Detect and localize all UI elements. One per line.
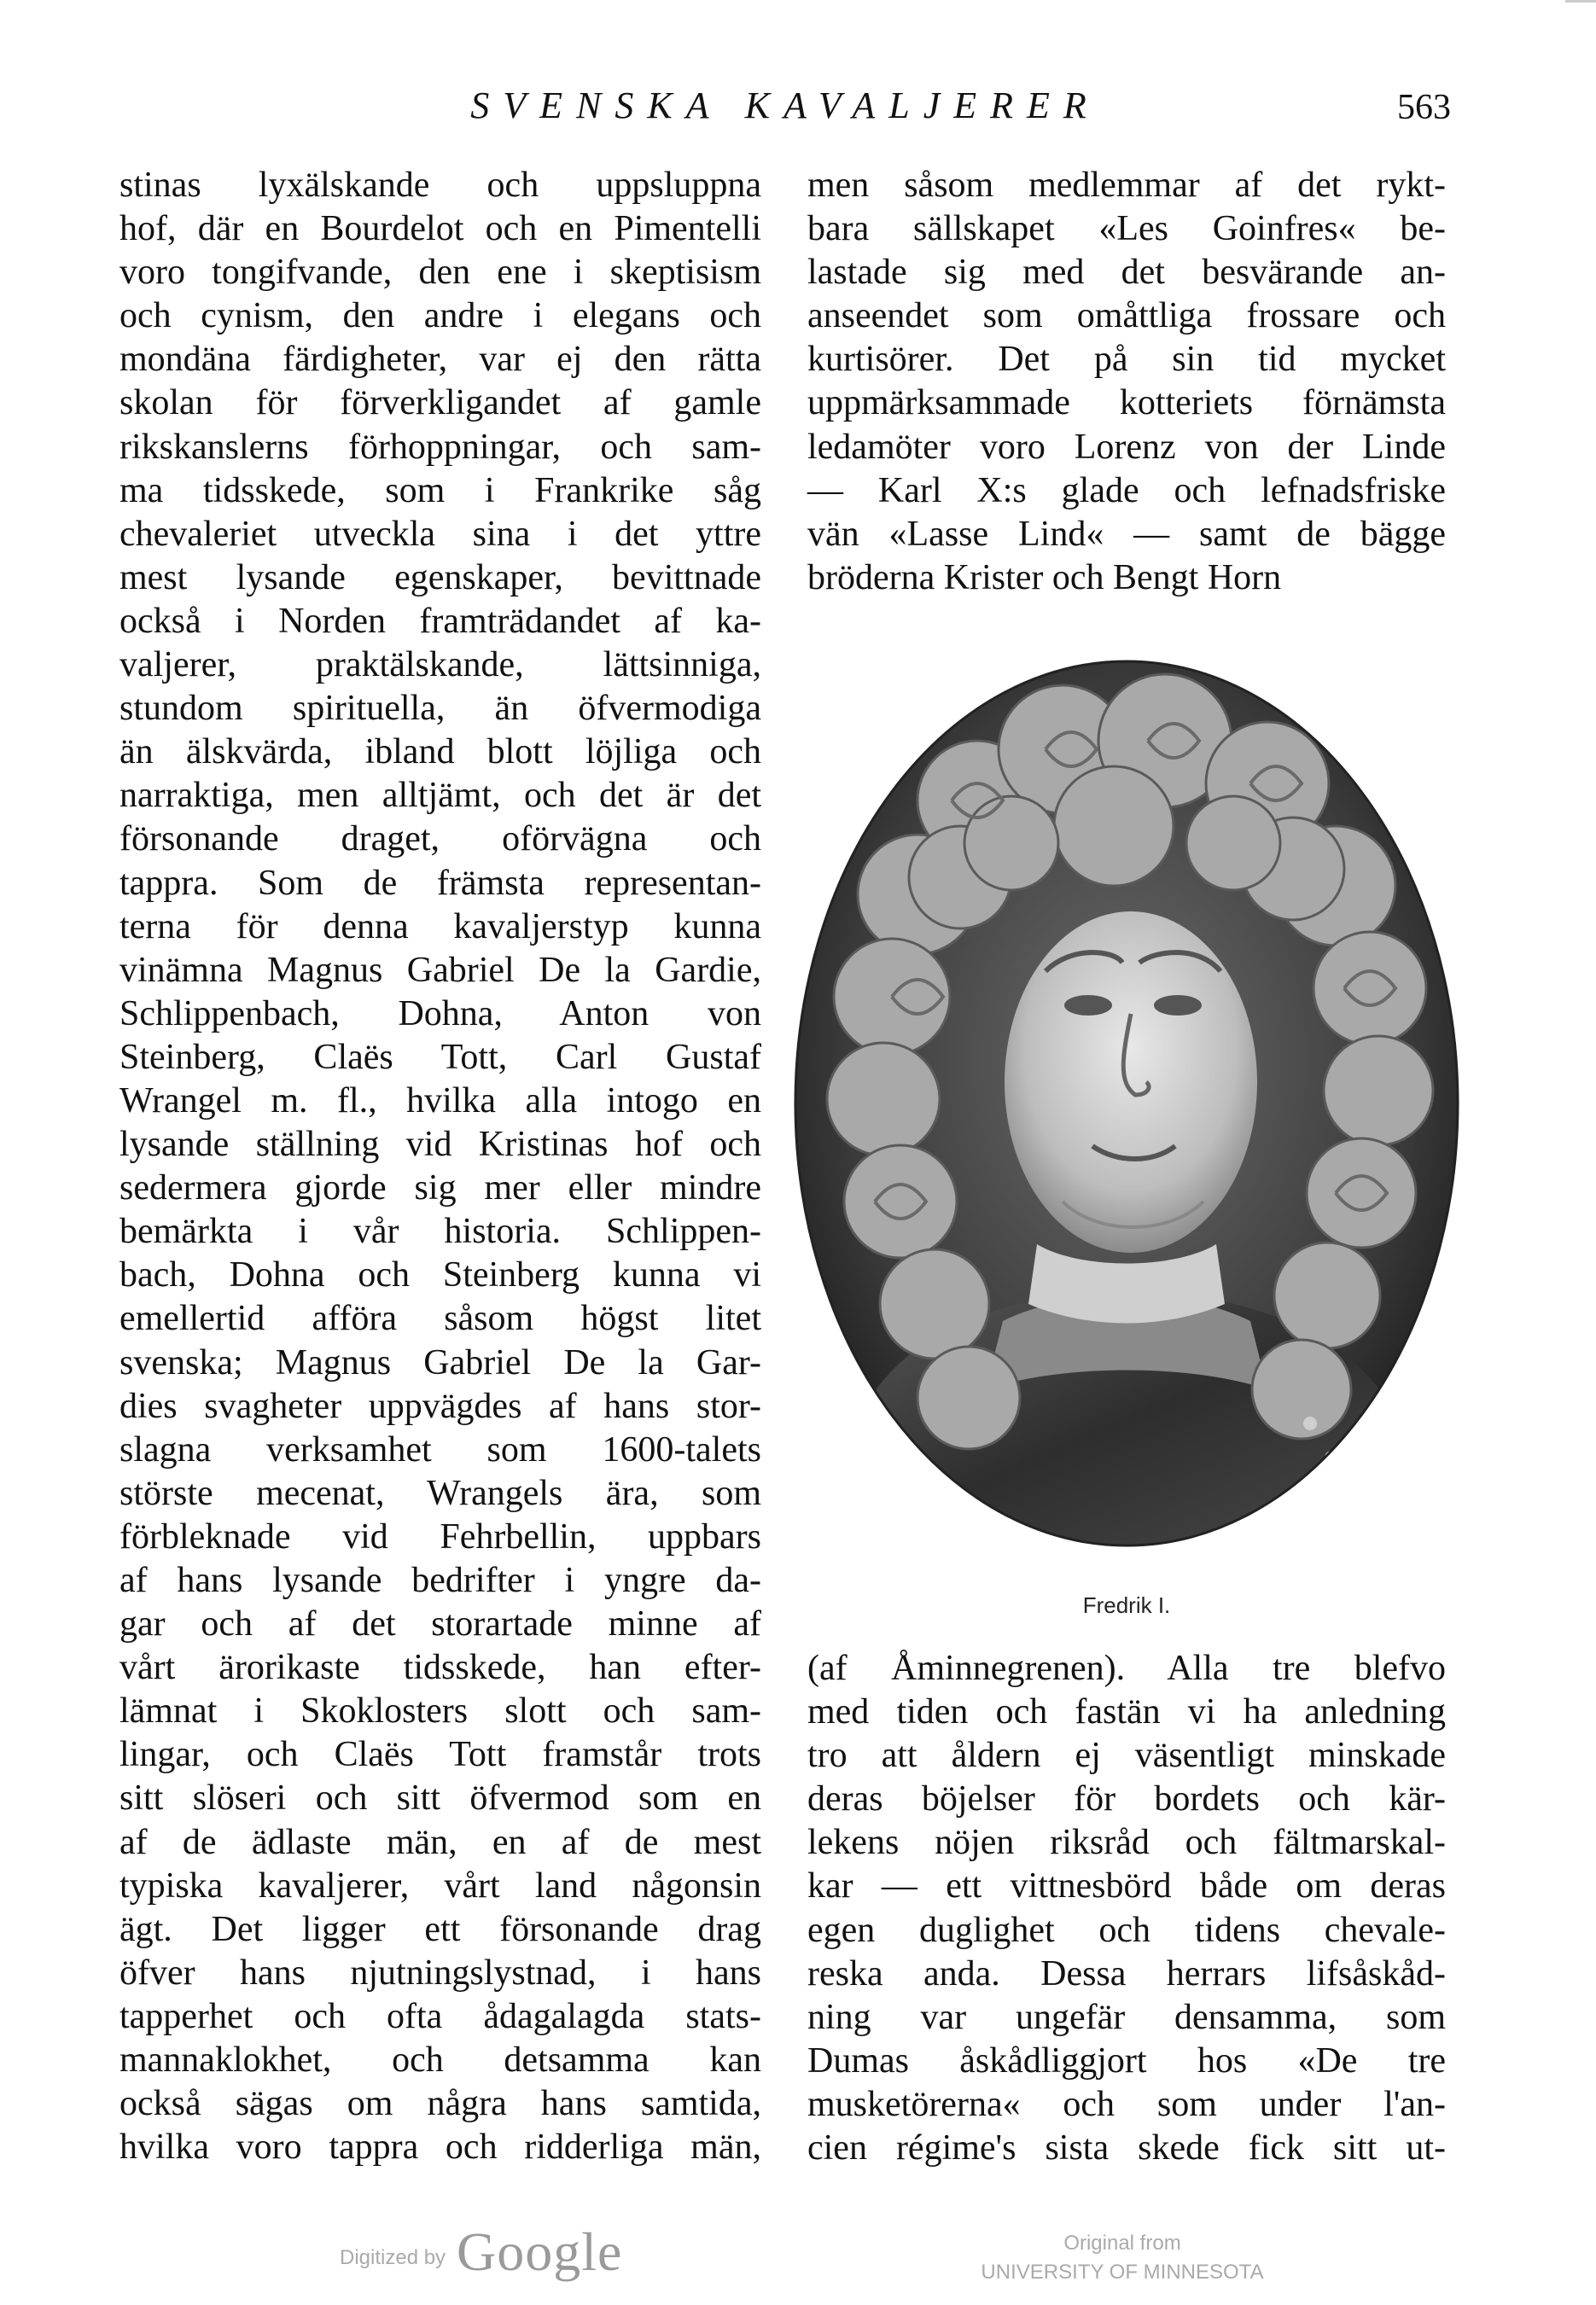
text-line: deras böjelser för bordets och kär-: [807, 1779, 1446, 1819]
text-line: egen duglighet och tidens chevale-: [807, 1910, 1446, 1950]
text-line: bach, Dohna och Steinberg kunna vi: [119, 1255, 761, 1295]
text-line: af hans lysande bedrifter i yngre da-: [119, 1561, 761, 1600]
text-line: mest lysande egenskaper, bevittnade: [119, 557, 761, 597]
text-line: kar — ett vittnesbörd både om deras: [807, 1866, 1446, 1906]
text-line: försonande draget, oförvägna och: [119, 819, 761, 859]
text-line: af de ädlaste män, en af de mest: [119, 1822, 761, 1862]
text-line: vän «Lasse Lind« — samt de bägge: [807, 514, 1446, 554]
text-line: ägt. Det ligger ett försonande drag: [119, 1909, 761, 1949]
text-line: bara sällskapet «Les Goinfres« be-: [807, 209, 1446, 249]
right-column-top: [807, 164, 1446, 600]
text-line: kurtisörer. Det på sin tid mycket: [807, 340, 1446, 380]
text-line: än älskvärda, ibland blott löjliga och: [119, 732, 761, 772]
text-line: skolan för förverkligandet af gamle: [119, 383, 761, 423]
text-line: tro att åldern ej väsentligt minskade: [807, 1736, 1446, 1776]
text-line: också sägas om några hans samtida,: [119, 2084, 761, 2124]
text-line: också i Norden framträdandet af ka-: [119, 601, 761, 641]
page-number: 563: [1397, 88, 1451, 127]
text-line: — Karl X:s glade och lefnadsfriske: [807, 470, 1446, 510]
text-line: bröderna Krister och Bengt Horn: [807, 557, 1282, 597]
digitization-footer: [0, 2221, 1596, 2296]
page-edge-mark: [1565, 0, 1596, 3]
right-column-bottom: [807, 1647, 1446, 2170]
text-line: men såsom medlemmar af det rykt-: [807, 166, 1446, 205]
text-line: reska anda. Dessa herrars lifsåskåd-: [807, 1953, 1446, 1994]
text-line: sedermera gjorde sig mer eller mindre: [119, 1168, 761, 1208]
text-line: störste mecenat, Wrangels ära, som: [119, 1473, 761, 1513]
text-line: lastade sig med det besvärande an-: [807, 253, 1446, 293]
original-source: [973, 2229, 1272, 2287]
figure-caption: Fredrik I.: [1082, 1592, 1171, 1618]
text-line: Wrangel m. fl., hvilka alla intogo en: [119, 1080, 761, 1120]
text-line: stinas lyxälskande och uppsluppna: [119, 166, 761, 205]
text-line: slagna verksamhet som 1600-talets: [119, 1429, 761, 1470]
text-line: mannaklokhet, och detsamma kan: [119, 2040, 761, 2081]
text-line: lingar, och Claës Tott framstår trots: [119, 1735, 761, 1775]
text-line: anseendet som omåttliga frossare och: [807, 296, 1446, 336]
text-line: chevaleriet utveckla sina i det yttre: [119, 514, 761, 554]
text-line: vinämna Magnus Gabriel De la Gardie,: [119, 950, 761, 990]
text-line: narraktiga, men alltjämt, och det är det: [119, 776, 761, 816]
text-line: uppmärksammade kotteriets förnämsta: [807, 383, 1446, 423]
running-title: SVENSKA KAVALJERER: [470, 84, 1100, 126]
text-line: mondäna färdigheter, var ej den rätta: [119, 340, 761, 380]
portrait-image: [789, 655, 1464, 1551]
text-line: hof, där en Bourdelot och en Pimentelli: [119, 209, 761, 249]
text-line: hvilka voro tappra och ridderliga män,: [119, 2127, 761, 2168]
text-line: förbleknade vid Fehrbellin, uppbars: [119, 1516, 761, 1557]
text-line: stundom spirituella, än öfvermodiga: [119, 689, 761, 729]
text-line: bemärkta i vår historia. Schlippen-: [119, 1212, 761, 1252]
text-line: lysande ställning vid Kristinas hof och: [119, 1125, 761, 1165]
text-line: med tiden och fastän vi ha anledning: [807, 1692, 1446, 1732]
text-line: musketörerna« och som under l'an-: [807, 2084, 1446, 2124]
text-line: lämnat i Skoklosters slott och sam-: [119, 1691, 761, 1732]
text-line: ma tidsskede, som i Frankrike såg: [119, 470, 761, 510]
text-line: typiska kavaljerer, vårt land någonsin: [119, 1866, 761, 1906]
text-line: (af Åminnegrenen). Alla tre blefvo: [807, 1649, 1446, 1688]
left-column: [119, 164, 761, 2169]
text-line: lekens nöjen riksråd och fältmarskal-: [807, 1823, 1446, 1863]
text-line: voro tongifvande, den ene i skeptisism: [119, 253, 761, 293]
running-head: [119, 84, 1451, 135]
text-line: och cynism, den andre i elegans och: [119, 296, 761, 336]
text-line: gar och af det storartade minne af: [119, 1604, 761, 1644]
institution-label: UNIVERSITY OF MINNESOTA: [981, 2261, 1264, 2284]
text-line: emellertid afföra såsom högst litet: [119, 1299, 761, 1339]
text-line: cien régime's sista skede fick sitt ut-: [807, 2128, 1446, 2168]
text-line: Steinberg, Claës Tott, Carl Gustaf: [119, 1037, 761, 1077]
text-line: tappra. Som de främsta representan-: [119, 863, 761, 903]
portrait-engraving: [789, 655, 1464, 1551]
text-line: terna för denna kavaljerstyp kunna: [119, 906, 761, 946]
text-line: Schlippenbach, Dohna, Anton von: [119, 993, 761, 1033]
text-line: tapperhet och ofta ådagalagda stats-: [119, 1996, 761, 2036]
text-line: öfver hans njutningslystnad, i hans: [119, 1953, 761, 1993]
text-line: sitt slöseri och sitt öfvermod som en: [119, 1778, 761, 1819]
google-logo: Google: [457, 2221, 623, 2282]
text-line: svenska; Magnus Gabriel De la Gar-: [119, 1342, 761, 1382]
text-line: vårt ärorikaste tidsskede, han efter-: [119, 1648, 761, 1688]
text-line: Dumas åskådliggjort hos «De tre: [807, 2040, 1446, 2081]
digitized-by-label: Digitized by: [340, 2246, 446, 2269]
text-line: valjerer, praktälskande, lättsinniga,: [119, 645, 761, 685]
text-line: dies svagheter uppvägdes af hans stor-: [119, 1386, 761, 1426]
original-from-label: Original from: [1063, 2232, 1181, 2255]
text-line: ning var ungefär densamma, som: [807, 1997, 1446, 2037]
text-line: ledamöter voro Lorenz von der Linde: [807, 427, 1446, 467]
text-line: rikskanslerns förhoppningar, och sam-: [119, 427, 761, 467]
